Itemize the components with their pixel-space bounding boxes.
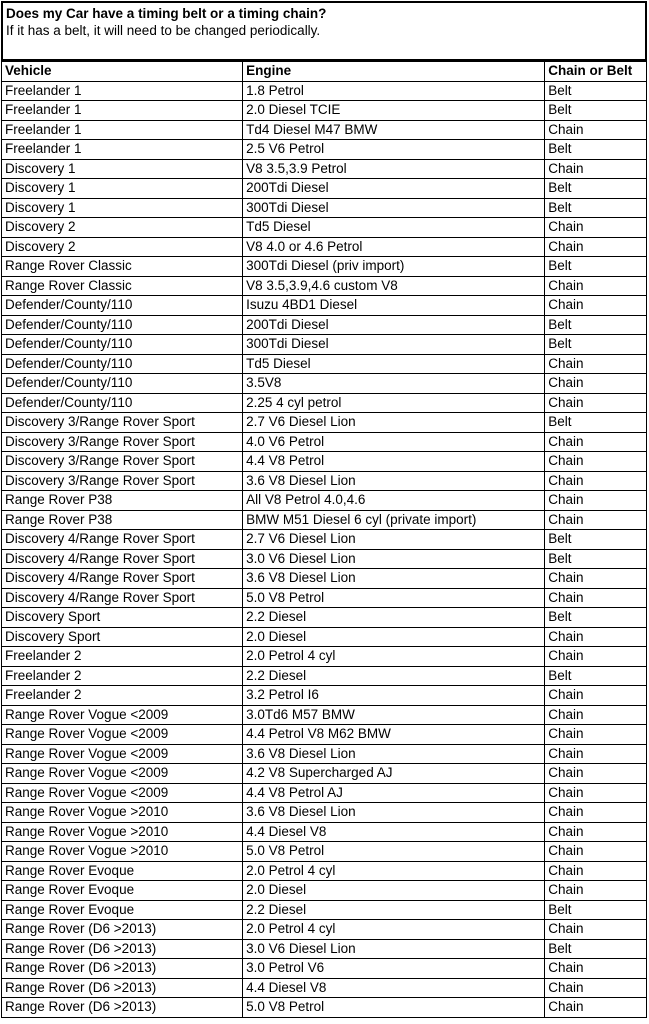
chain-or-belt-cell: Chain: [545, 588, 647, 608]
chain-or-belt-cell: Belt: [545, 549, 647, 569]
table-row: [2, 920, 647, 940]
vehicle-cell: Range Rover Vogue <2009: [2, 725, 243, 745]
chain-or-belt-cell: Chain: [545, 881, 647, 901]
table-row: [2, 315, 647, 335]
table-row: [2, 257, 647, 277]
column-header-vehicle: Vehicle: [2, 62, 243, 82]
engine-cell: 4.0 V6 Petrol: [243, 432, 545, 452]
engine-cell: 4.4 Diesel V8: [243, 822, 545, 842]
chain-or-belt-cell: Belt: [545, 140, 647, 160]
engine-cell: 3.0 Petrol V6: [243, 959, 545, 979]
vehicle-cell: Defender/County/110: [2, 374, 243, 394]
vehicle-cell: Discovery 3/Range Rover Sport: [2, 432, 243, 452]
vehicle-cell: Freelander 2: [2, 647, 243, 667]
vehicle-cell: Range Rover Vogue <2009: [2, 705, 243, 725]
table-row: [2, 198, 647, 218]
timing-table: [1, 61, 647, 1018]
chain-or-belt-cell: Chain: [545, 764, 647, 784]
chain-or-belt-cell: Chain: [545, 374, 647, 394]
chain-or-belt-cell: Chain: [545, 237, 647, 257]
chain-or-belt-cell: Belt: [545, 179, 647, 199]
chain-or-belt-cell: Chain: [545, 998, 647, 1018]
engine-cell: 2.7 V6 Diesel Lion: [243, 413, 545, 433]
table-row: [2, 237, 647, 257]
engine-cell: 2.0 Petrol 4 cyl: [243, 861, 545, 881]
table-row: [2, 822, 647, 842]
chain-or-belt-cell: Chain: [545, 705, 647, 725]
engine-cell: 2.0 Diesel: [243, 881, 545, 901]
page-subtitle: If it has a belt, it will need to be changed periodically.: [6, 23, 321, 38]
chain-or-belt-cell: Belt: [545, 315, 647, 335]
chain-or-belt-cell: Chain: [545, 822, 647, 842]
vehicle-cell: Range Rover P38: [2, 491, 243, 511]
table-row: [2, 471, 647, 491]
table-row: [2, 803, 647, 823]
table-row: [2, 978, 647, 998]
chain-or-belt-cell: Belt: [545, 257, 647, 277]
engine-cell: 2.2 Diesel: [243, 608, 545, 628]
vehicle-cell: Defender/County/110: [2, 315, 243, 335]
vehicle-cell: Discovery 4/Range Rover Sport: [2, 549, 243, 569]
vehicle-cell: Range Rover Vogue <2009: [2, 783, 243, 803]
engine-cell: 4.2 V8 Supercharged AJ: [243, 764, 545, 784]
vehicle-cell: Range Rover Evoque: [2, 900, 243, 920]
engine-cell: 3.6 V8 Diesel Lion: [243, 569, 545, 589]
vehicle-cell: Discovery 4/Range Rover Sport: [2, 569, 243, 589]
engine-cell: Td5 Diesel: [243, 218, 545, 238]
engine-cell: 5.0 V8 Petrol: [243, 998, 545, 1018]
table-row: [2, 140, 647, 160]
engine-cell: 3.5V8: [243, 374, 545, 394]
chain-or-belt-cell: Chain: [545, 686, 647, 706]
engine-cell: 300Tdi Diesel (priv import): [243, 257, 545, 277]
vehicle-cell: Discovery 3/Range Rover Sport: [2, 452, 243, 472]
engine-cell: 5.0 V8 Petrol: [243, 588, 545, 608]
chain-or-belt-cell: Chain: [545, 218, 647, 238]
table-row: [2, 549, 647, 569]
engine-cell: Isuzu 4BD1 Diesel: [243, 296, 545, 316]
engine-cell: 5.0 V8 Petrol: [243, 842, 545, 862]
engine-cell: 2.2 Diesel: [243, 900, 545, 920]
chain-or-belt-cell: Chain: [545, 978, 647, 998]
table-row: [2, 764, 647, 784]
vehicle-cell: Range Rover Vogue <2009: [2, 744, 243, 764]
chain-or-belt-cell: Belt: [545, 101, 647, 121]
chain-or-belt-cell: Belt: [545, 666, 647, 686]
chain-or-belt-cell: Chain: [545, 725, 647, 745]
table-row: [2, 608, 647, 628]
chain-or-belt-cell: Belt: [545, 198, 647, 218]
engine-cell: V8 3.5,3.9,4.6 custom V8: [243, 276, 545, 296]
vehicle-cell: Defender/County/110: [2, 393, 243, 413]
chain-or-belt-cell: Chain: [545, 159, 647, 179]
engine-cell: 2.5 V6 Petrol: [243, 140, 545, 160]
table-row: [2, 783, 647, 803]
table-row: [2, 510, 647, 530]
column-header-engine: Engine: [243, 62, 545, 82]
table-row: [2, 666, 647, 686]
chain-or-belt-cell: Belt: [545, 900, 647, 920]
engine-cell: 300Tdi Diesel: [243, 198, 545, 218]
table-row: [2, 101, 647, 121]
table-row: [2, 335, 647, 355]
engine-cell: 3.6 V8 Diesel Lion: [243, 803, 545, 823]
engine-cell: 4.4 V8 Petrol: [243, 452, 545, 472]
table-row: [2, 452, 647, 472]
chain-or-belt-cell: Chain: [545, 491, 647, 511]
engine-cell: 2.2 Diesel: [243, 666, 545, 686]
engine-cell: 2.25 4 cyl petrol: [243, 393, 545, 413]
table-row: [2, 647, 647, 667]
vehicle-cell: Range Rover (D6 >2013): [2, 978, 243, 998]
vehicle-cell: Discovery Sport: [2, 627, 243, 647]
engine-cell: V8 3.5,3.9 Petrol: [243, 159, 545, 179]
vehicle-cell: Range Rover Vogue >2010: [2, 803, 243, 823]
chain-or-belt-cell: Chain: [545, 276, 647, 296]
table-row: [2, 744, 647, 764]
engine-cell: 2.0 Diesel TCIE: [243, 101, 545, 121]
vehicle-cell: Discovery 3/Range Rover Sport: [2, 471, 243, 491]
table-row: [2, 179, 647, 199]
engine-cell: 3.0Td6 M57 BMW: [243, 705, 545, 725]
vehicle-cell: Freelander 1: [2, 81, 243, 101]
chain-or-belt-cell: Chain: [545, 920, 647, 940]
engine-cell: 200Tdi Diesel: [243, 315, 545, 335]
header-box: [1, 1, 647, 61]
engine-cell: All V8 Petrol 4.0,4.6: [243, 491, 545, 511]
chain-or-belt-cell: Chain: [545, 452, 647, 472]
chain-or-belt-cell: Chain: [545, 432, 647, 452]
vehicle-cell: Discovery 4/Range Rover Sport: [2, 588, 243, 608]
vehicle-cell: Freelander 1: [2, 140, 243, 160]
vehicle-cell: Discovery 4/Range Rover Sport: [2, 530, 243, 550]
chain-or-belt-cell: Chain: [545, 471, 647, 491]
table-row: [2, 218, 647, 238]
chain-or-belt-cell: Belt: [545, 939, 647, 959]
table-row: [2, 861, 647, 881]
engine-cell: 300Tdi Diesel: [243, 335, 545, 355]
chain-or-belt-cell: Chain: [545, 354, 647, 374]
engine-cell: 3.0 V6 Diesel Lion: [243, 549, 545, 569]
engine-cell: Td5 Diesel: [243, 354, 545, 374]
column-header-chain-or-belt: Chain or Belt: [545, 62, 647, 82]
engine-cell: 2.0 Petrol 4 cyl: [243, 920, 545, 940]
table-row: [2, 900, 647, 920]
vehicle-cell: Discovery 3/Range Rover Sport: [2, 413, 243, 433]
vehicle-cell: Range Rover (D6 >2013): [2, 920, 243, 940]
table-row: [2, 296, 647, 316]
vehicle-cell: Defender/County/110: [2, 354, 243, 374]
engine-cell: 2.7 V6 Diesel Lion: [243, 530, 545, 550]
table-row: [2, 159, 647, 179]
vehicle-cell: Discovery 2: [2, 237, 243, 257]
engine-cell: 200Tdi Diesel: [243, 179, 545, 199]
table-row: [2, 276, 647, 296]
engine-cell: 3.6 V8 Diesel Lion: [243, 471, 545, 491]
table-row: [2, 432, 647, 452]
chain-or-belt-cell: Chain: [545, 393, 647, 413]
engine-cell: 2.0 Diesel: [243, 627, 545, 647]
table-row: [2, 374, 647, 394]
spreadsheet: [1, 1, 647, 1018]
table-body: [2, 81, 647, 1017]
table-row: [2, 705, 647, 725]
table-row: [2, 881, 647, 901]
vehicle-cell: Range Rover (D6 >2013): [2, 939, 243, 959]
vehicle-cell: Range Rover Vogue <2009: [2, 764, 243, 784]
vehicle-cell: Range Rover Evoque: [2, 861, 243, 881]
chain-or-belt-cell: Belt: [545, 608, 647, 628]
table-row: [2, 530, 647, 550]
chain-or-belt-cell: Chain: [545, 569, 647, 589]
vehicle-cell: Freelander 1: [2, 101, 243, 121]
vehicle-cell: Range Rover Vogue >2010: [2, 822, 243, 842]
vehicle-cell: Discovery 1: [2, 159, 243, 179]
table-row: [2, 939, 647, 959]
chain-or-belt-cell: Chain: [545, 842, 647, 862]
vehicle-cell: Discovery 2: [2, 218, 243, 238]
vehicle-cell: Defender/County/110: [2, 296, 243, 316]
vehicle-cell: Range Rover Evoque: [2, 881, 243, 901]
table-row: [2, 725, 647, 745]
chain-or-belt-cell: Belt: [545, 530, 647, 550]
chain-or-belt-cell: Belt: [545, 413, 647, 433]
engine-cell: 1.8 Petrol: [243, 81, 545, 101]
engine-cell: 3.2 Petrol I6: [243, 686, 545, 706]
chain-or-belt-cell: Chain: [545, 803, 647, 823]
engine-cell: 3.6 V8 Diesel Lion: [243, 744, 545, 764]
vehicle-cell: Freelander 2: [2, 686, 243, 706]
engine-cell: 4.4 Diesel V8: [243, 978, 545, 998]
page-title: Does my Car have a timing belt or a timing chain?: [6, 6, 327, 21]
table-row: [2, 413, 647, 433]
table-row: [2, 842, 647, 862]
table-row: [2, 686, 647, 706]
engine-cell: V8 4.0 or 4.6 Petrol: [243, 237, 545, 257]
table-row: [2, 81, 647, 101]
vehicle-cell: Range Rover Classic: [2, 257, 243, 277]
vehicle-cell: Range Rover Classic: [2, 276, 243, 296]
table-row: [2, 959, 647, 979]
table-row: [2, 627, 647, 647]
table-row: [2, 354, 647, 374]
chain-or-belt-cell: Chain: [545, 120, 647, 140]
table-row: [2, 120, 647, 140]
table-row: [2, 588, 647, 608]
chain-or-belt-cell: Chain: [545, 783, 647, 803]
vehicle-cell: Range Rover Vogue >2010: [2, 842, 243, 862]
chain-or-belt-cell: Chain: [545, 510, 647, 530]
engine-cell: BMW M51 Diesel 6 cyl (private import): [243, 510, 545, 530]
chain-or-belt-cell: Chain: [545, 959, 647, 979]
header-row: [2, 62, 647, 82]
chain-or-belt-cell: Belt: [545, 81, 647, 101]
chain-or-belt-cell: Chain: [545, 647, 647, 667]
engine-cell: 2.0 Petrol 4 cyl: [243, 647, 545, 667]
table-row: [2, 393, 647, 413]
vehicle-cell: Range Rover (D6 >2013): [2, 998, 243, 1018]
chain-or-belt-cell: Chain: [545, 861, 647, 881]
chain-or-belt-cell: Chain: [545, 296, 647, 316]
engine-cell: 4.4 Petrol V8 M62 BMW: [243, 725, 545, 745]
vehicle-cell: Discovery 1: [2, 198, 243, 218]
engine-cell: Td4 Diesel M47 BMW: [243, 120, 545, 140]
vehicle-cell: Discovery 1: [2, 179, 243, 199]
table-row: [2, 569, 647, 589]
table-row: [2, 998, 647, 1018]
engine-cell: 4.4 V8 Petrol AJ: [243, 783, 545, 803]
vehicle-cell: Freelander 2: [2, 666, 243, 686]
chain-or-belt-cell: Chain: [545, 627, 647, 647]
vehicle-cell: Defender/County/110: [2, 335, 243, 355]
vehicle-cell: Discovery Sport: [2, 608, 243, 628]
chain-or-belt-cell: Chain: [545, 744, 647, 764]
vehicle-cell: Range Rover P38: [2, 510, 243, 530]
vehicle-cell: Freelander 1: [2, 120, 243, 140]
chain-or-belt-cell: Belt: [545, 335, 647, 355]
vehicle-cell: Range Rover (D6 >2013): [2, 959, 243, 979]
engine-cell: 3.0 V6 Diesel Lion: [243, 939, 545, 959]
table-row: [2, 491, 647, 511]
